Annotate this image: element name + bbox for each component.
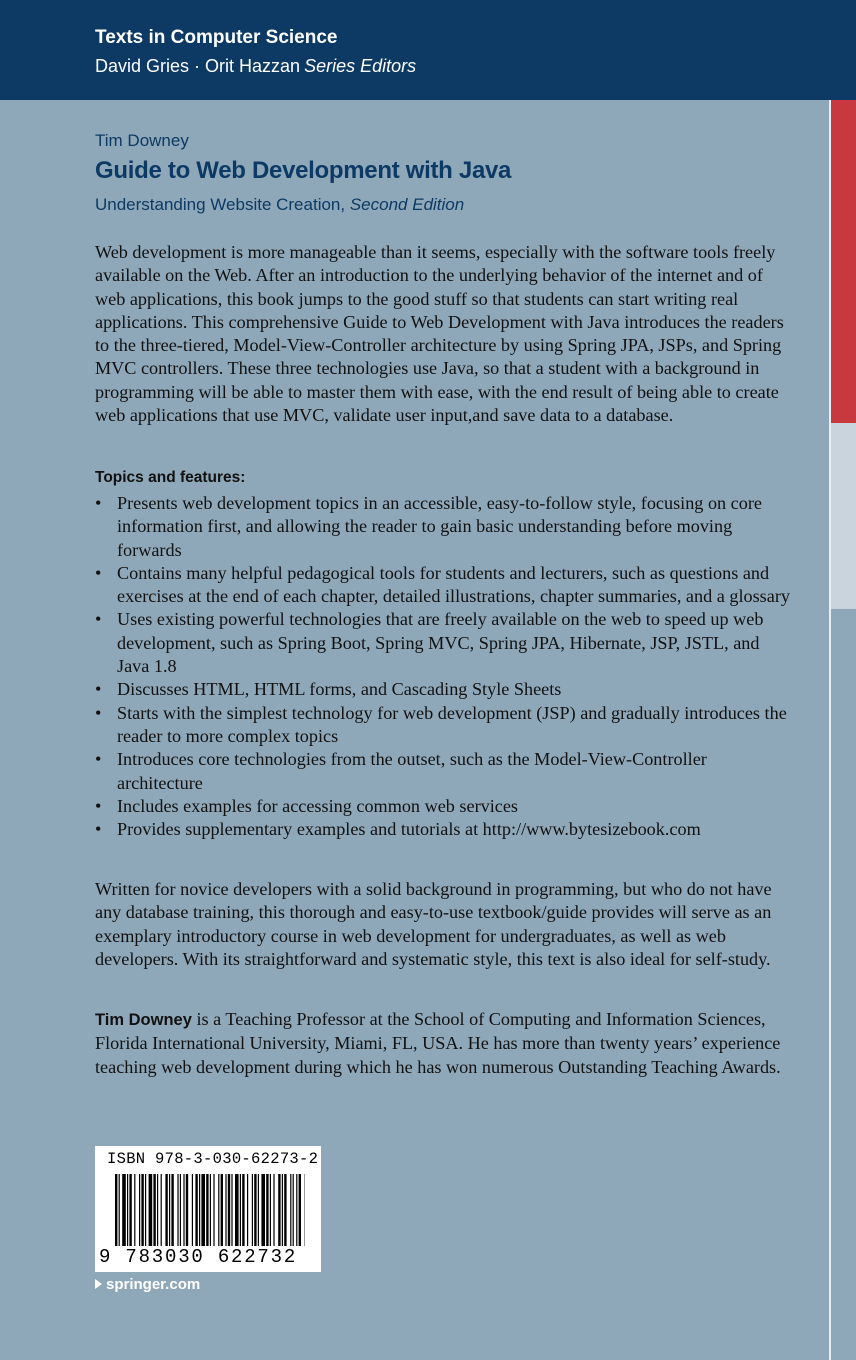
book-title: Guide to Web Development with Java [95,157,512,184]
series-header [0,0,856,100]
spine-light-band [829,423,856,609]
book-subtitle [95,195,464,215]
spine-color-strip [829,100,856,1360]
topic-item: • Contains many helpful pedagogical tools for students and lecturers, such as questions and exercises at the end of each chapter, detailed illustrations, chapter summaries, and a glossary [95,562,795,609]
editor-names: David Gries · Orit Hazzan [95,56,301,76]
topics-heading: Topics and features: [95,469,246,486]
arrow-right-icon [95,1279,102,1289]
bio-text: is a Teaching Professor at the School of Computing and Information Sciences, Florida International University, Miami, FL, USA. He has more than twenty years’ experience teaching web development during which he has won numerous Outstanding Teaching Awards. [95,1009,781,1077]
intro-paragraph: Web development is more manageable than it seems, especially with the software tools freely available on the Web. After an introduction to the underlying behavior of the internet and of web applications, this book jumps to the good stuff so that students can start writing real applications. This comprehensive Guide to Web Development with Java introduces the readers to the three-tiered, Model-View-Controller architecture by using Spring JPA, JSPs, and Spring MVC controllers. These three technologies use Java, so that a student with a background in programming will be able to master them with ease, with the end result of being able to create web applications that use MVC, validate user input,and save data to a database. [95,242,784,426]
series-editors [95,56,416,77]
spine-blue-band [829,609,856,1360]
publisher-link[interactable] [95,1276,200,1293]
closing-paragraph: Written for novice developers with a solid background in programming, but who do not have any database training, this thorough and easy-to-use textbook/guide provides will serve as an exemplary introductory course in web development for undergraduates, as well as web developers. With its straightforward and systematic style, this text is also ideal for self-study. [95,879,772,969]
topic-item: • Starts with the simplest technology for web development (JSP) and gradually introduces the reader to more complex topics [95,702,795,749]
topic-item: • Includes examples for accessing common web services [95,795,795,818]
bio-author-name: Tim Downey [95,1011,192,1029]
topic-item: • Uses existing powerful technologies that are freely available on the web to speed up web development, such as Spring Boot, Spring MVC, Spring JPA, Hibernate, JSP, JSTL, and Java 1.8 [95,608,795,678]
spine-red-band [829,100,856,423]
subtitle-text: Understanding Website Creation, [95,195,346,214]
series-title: Texts in Computer Science [95,27,338,48]
topic-item: • Discusses HTML, HTML forms, and Cascading Style Sheets [95,678,795,701]
topic-item: • Introduces core technologies from the outset, such as the Model-View-Controller architecture [95,748,795,795]
publisher-link-text: springer.com [106,1276,201,1293]
isbn-barcode [95,1146,321,1272]
editors-role: Series Editors [304,56,417,76]
edition-text: Second Edition [349,195,465,214]
isbn-number: ISBN 978-3-030-62273-2 [107,1150,319,1168]
topics-list [95,492,795,841]
ean-digits: 9 783030 622732 [99,1246,298,1268]
topic-item: • Presents web development topics in an accessible, easy-to-follow style, focusing on core information first, and allowing the reader to gain basic understanding before moving forwards [95,492,795,562]
barcode-bars [115,1174,305,1246]
book-author: Tim Downey [95,131,189,150]
topic-item: • Provides supplementary examples and tutorials at http://www.bytesizebook.com [95,818,795,841]
author-bio [95,1008,795,1079]
